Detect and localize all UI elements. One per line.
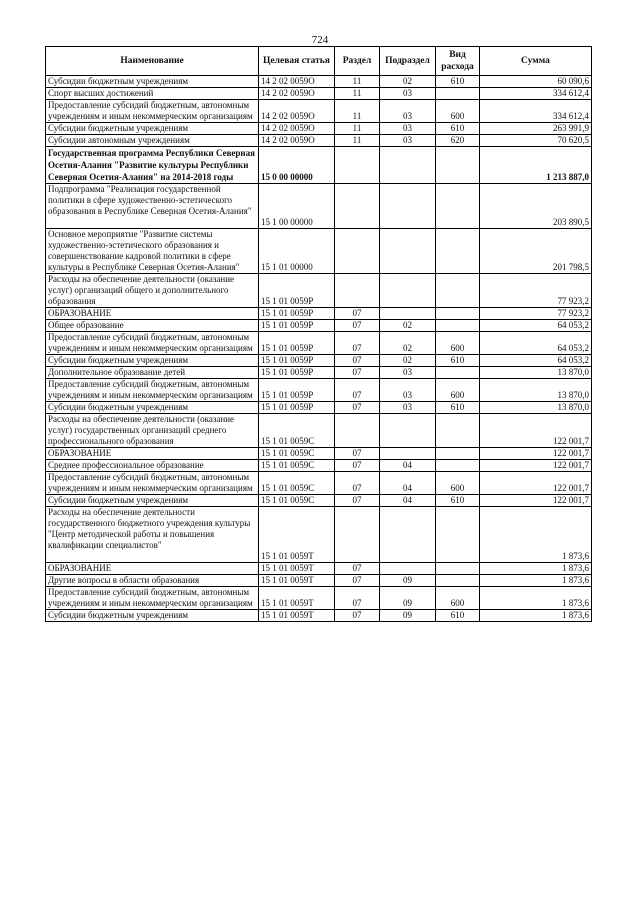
cell-article: 15 1 01 0059С [259,448,335,460]
cell-name: Государственная программа Республики Северная Осетия-Алания "Развитие культуры Республики Северная Осетия-Алания" на 2014-2018 годы [46,147,259,184]
cell-name: Расходы на обеспечение деятельности (оказание услуг) организаций общего и дополнительного образования [46,274,259,308]
cell-expense-type: 610 [436,495,480,507]
cell-amount: 334 612,4 [480,88,592,100]
cell-subsection: 03 [380,100,436,123]
cell-subsection [380,448,436,460]
header-amount: Сумма [480,47,592,76]
header-expense-type: Вид расхода [436,47,480,76]
cell-article: 14 2 02 0059О [259,100,335,123]
cell-amount: 201 798,5 [480,229,592,274]
cell-expense-type [436,274,480,308]
table-row [46,274,592,308]
cell-subsection [380,563,436,575]
cell-expense-type: 610 [436,402,480,414]
cell-name: Дополнительное образование детей [46,367,259,379]
table-row [46,88,592,100]
cell-expense-type [436,308,480,320]
cell-article: 15 1 01 0059Р [259,274,335,308]
cell-amount: 13 870,0 [480,367,592,379]
cell-amount: 122 001,7 [480,472,592,495]
cell-expense-type: 600 [436,587,480,610]
cell-article: 15 1 01 0059Т [259,563,335,575]
cell-name: Субсидии бюджетным учреждениям [46,402,259,414]
cell-amount: 13 870,0 [480,379,592,402]
table-row [46,135,592,147]
table-row [46,495,592,507]
table-row [46,610,592,622]
cell-section: 07 [335,563,380,575]
header-article: Целевая статья [259,47,335,76]
cell-name: Другие вопросы в области образования [46,575,259,587]
cell-subsection: 03 [380,402,436,414]
cell-section: 11 [335,135,380,147]
cell-name: Среднее профессиональное образование [46,460,259,472]
cell-expense-type [436,507,480,563]
cell-article: 15 1 01 0059С [259,495,335,507]
cell-name: ОБРАЗОВАНИЕ [46,563,259,575]
cell-expense-type: 600 [436,472,480,495]
cell-expense-type [436,367,480,379]
table-row [46,448,592,460]
cell-article: 15 1 01 0059Р [259,320,335,332]
cell-subsection: 02 [380,355,436,367]
table-row [46,100,592,123]
cell-section [335,414,380,448]
cell-subsection: 02 [380,320,436,332]
cell-subsection [380,184,436,229]
cell-subsection: 09 [380,575,436,587]
cell-name: Субсидии автономным учреждениям [46,135,259,147]
cell-article: 15 1 01 0059Р [259,332,335,355]
header-name: Наименование [46,47,259,76]
cell-expense-type [436,414,480,448]
cell-article: 14 2 02 0059О [259,135,335,147]
cell-subsection: 02 [380,76,436,88]
cell-name: Общее образование [46,320,259,332]
cell-section: 07 [335,575,380,587]
cell-expense-type: 610 [436,123,480,135]
cell-name: Субсидии бюджетным учреждениям [46,610,259,622]
cell-amount: 122 001,7 [480,414,592,448]
cell-name: Предоставление субсидий бюджетным, автономным учреждениям и иным некоммерческим организациям [46,472,259,495]
table-body [46,76,592,622]
page-number: 724 [311,34,329,46]
budget-table [45,46,592,622]
cell-subsection: 09 [380,587,436,610]
cell-expense-type [436,448,480,460]
cell-expense-type [436,320,480,332]
cell-subsection: 04 [380,495,436,507]
table-row [46,123,592,135]
table-row [46,460,592,472]
cell-article: 15 1 01 0059Р [259,355,335,367]
cell-expense-type: 610 [436,610,480,622]
header-subsection: Подраздел [380,47,436,76]
table-row [46,76,592,88]
table-header-row [46,47,592,76]
cell-article: 14 2 02 0059О [259,76,335,88]
cell-subsection [380,507,436,563]
cell-expense-type: 610 [436,76,480,88]
cell-expense-type [436,184,480,229]
cell-subsection [380,308,436,320]
table-row [46,379,592,402]
cell-name: Предоставление субсидий бюджетным, автономным учреждениям и иным некоммерческим организациям [46,379,259,402]
cell-article: 15 1 01 0059Р [259,367,335,379]
cell-section: 07 [335,320,380,332]
cell-section: 11 [335,123,380,135]
cell-section: 11 [335,88,380,100]
cell-expense-type [436,147,480,184]
cell-subsection: 03 [380,379,436,402]
cell-section: 07 [335,587,380,610]
table-row [46,575,592,587]
cell-article: 15 1 01 0059С [259,472,335,495]
cell-subsection: 03 [380,88,436,100]
cell-name: ОБРАЗОВАНИЕ [46,308,259,320]
cell-name: Субсидии бюджетным учреждениям [46,355,259,367]
cell-article: 15 1 00 00000 [259,184,335,229]
cell-expense-type: 610 [436,355,480,367]
cell-section: 07 [335,355,380,367]
cell-article: 15 1 01 0059Р [259,402,335,414]
cell-article: 14 2 02 0059О [259,123,335,135]
cell-subsection: 04 [380,460,436,472]
cell-amount: 1 873,6 [480,587,592,610]
table-row [46,355,592,367]
cell-subsection: 03 [380,123,436,135]
cell-subsection: 03 [380,135,436,147]
cell-name: Субсидии бюджетным учреждениям [46,495,259,507]
cell-article: 15 1 01 00000 [259,229,335,274]
cell-name: Спорт высших достижений [46,88,259,100]
cell-article: 15 1 01 0059Р [259,308,335,320]
header-section: Раздел [335,47,380,76]
cell-amount: 13 870,0 [480,402,592,414]
cell-section: 11 [335,76,380,88]
cell-section: 07 [335,402,380,414]
table-row [46,563,592,575]
cell-amount: 1 873,6 [480,507,592,563]
cell-name: ОБРАЗОВАНИЕ [46,448,259,460]
cell-subsection: 04 [380,472,436,495]
cell-section: 07 [335,367,380,379]
cell-article: 15 1 01 0059С [259,460,335,472]
cell-subsection: 09 [380,610,436,622]
cell-subsection [380,274,436,308]
cell-expense-type [436,563,480,575]
cell-name: Расходы на обеспечение деятельности государственного бюджетного учреждения культуры "Центр методической работы и повышения квалификации специалистов" [46,507,259,563]
table-row [46,229,592,274]
cell-name: Основное мероприятие "Развитие системы художественно-эстетического образования и совершенствование кадровой политики в сфере культуры в Республике Северная Осетия-Алания" [46,229,259,274]
cell-expense-type: 600 [436,332,480,355]
cell-amount: 263 991,9 [480,123,592,135]
cell-article: 15 1 01 0059Т [259,587,335,610]
cell-amount: 60 090,6 [480,76,592,88]
table-row [46,332,592,355]
cell-expense-type: 600 [436,379,480,402]
cell-article: 15 1 01 0059Т [259,575,335,587]
cell-subsection [380,414,436,448]
cell-name: Расходы на обеспечение деятельности (оказание услуг) государственных организаций среднего профессионального образования [46,414,259,448]
cell-subsection: 02 [380,332,436,355]
cell-article: 15 1 01 0059Т [259,610,335,622]
cell-section: 07 [335,610,380,622]
cell-article: 15 1 01 0059С [259,414,335,448]
table-row [46,414,592,448]
cell-section: 07 [335,472,380,495]
cell-amount: 122 001,7 [480,460,592,472]
cell-expense-type [436,575,480,587]
cell-article: 15 1 01 0059Т [259,507,335,563]
cell-expense-type [436,460,480,472]
cell-section: 07 [335,495,380,507]
cell-section: 07 [335,448,380,460]
cell-name: Субсидии бюджетным учреждениям [46,123,259,135]
cell-expense-type [436,88,480,100]
cell-amount: 122 001,7 [480,448,592,460]
cell-name: Подпрограмма "Реализация государственной политики в сфере художественно-эстетического образования в Республике Северная Осетия-Алания" [46,184,259,229]
cell-article: 14 2 02 0059О [259,88,335,100]
cell-amount: 203 890,5 [480,184,592,229]
table-row [46,308,592,320]
cell-section [335,147,380,184]
cell-amount: 64 053,2 [480,355,592,367]
cell-section [335,274,380,308]
cell-amount: 64 053,2 [480,332,592,355]
cell-amount: 1 873,6 [480,610,592,622]
cell-amount: 1 213 887,0 [480,147,592,184]
cell-amount: 70 620,5 [480,135,592,147]
cell-name: Субсидии бюджетным учреждениям [46,76,259,88]
cell-section [335,229,380,274]
cell-amount: 1 873,6 [480,575,592,587]
cell-section [335,507,380,563]
table-row [46,147,592,184]
table-row [46,402,592,414]
cell-amount: 77 923,2 [480,274,592,308]
cell-amount: 77 923,2 [480,308,592,320]
cell-name: Предоставление субсидий бюджетным, автономным учреждениям и иным некоммерческим организациям [46,100,259,123]
cell-expense-type [436,229,480,274]
cell-amount: 122 001,7 [480,495,592,507]
cell-subsection [380,229,436,274]
cell-section [335,184,380,229]
cell-expense-type: 620 [436,135,480,147]
cell-amount: 334 612,4 [480,100,592,123]
cell-name: Предоставление субсидий бюджетным, автономным учреждениям и иным некоммерческим организациям [46,587,259,610]
table-row [46,472,592,495]
cell-subsection: 03 [380,367,436,379]
table-row [46,184,592,229]
cell-expense-type: 600 [436,100,480,123]
table-row [46,367,592,379]
cell-article: 15 0 00 00000 [259,147,335,184]
table-row [46,320,592,332]
table-row [46,587,592,610]
cell-article: 15 1 01 0059Р [259,379,335,402]
cell-amount: 64 053,2 [480,320,592,332]
cell-section: 07 [335,460,380,472]
cell-section: 07 [335,379,380,402]
cell-subsection [380,147,436,184]
cell-amount: 1 873,6 [480,563,592,575]
cell-section: 07 [335,332,380,355]
table-row [46,507,592,563]
cell-name: Предоставление субсидий бюджетным, автономным учреждениям и иным некоммерческим организациям [46,332,259,355]
cell-section: 07 [335,308,380,320]
cell-section: 11 [335,100,380,123]
